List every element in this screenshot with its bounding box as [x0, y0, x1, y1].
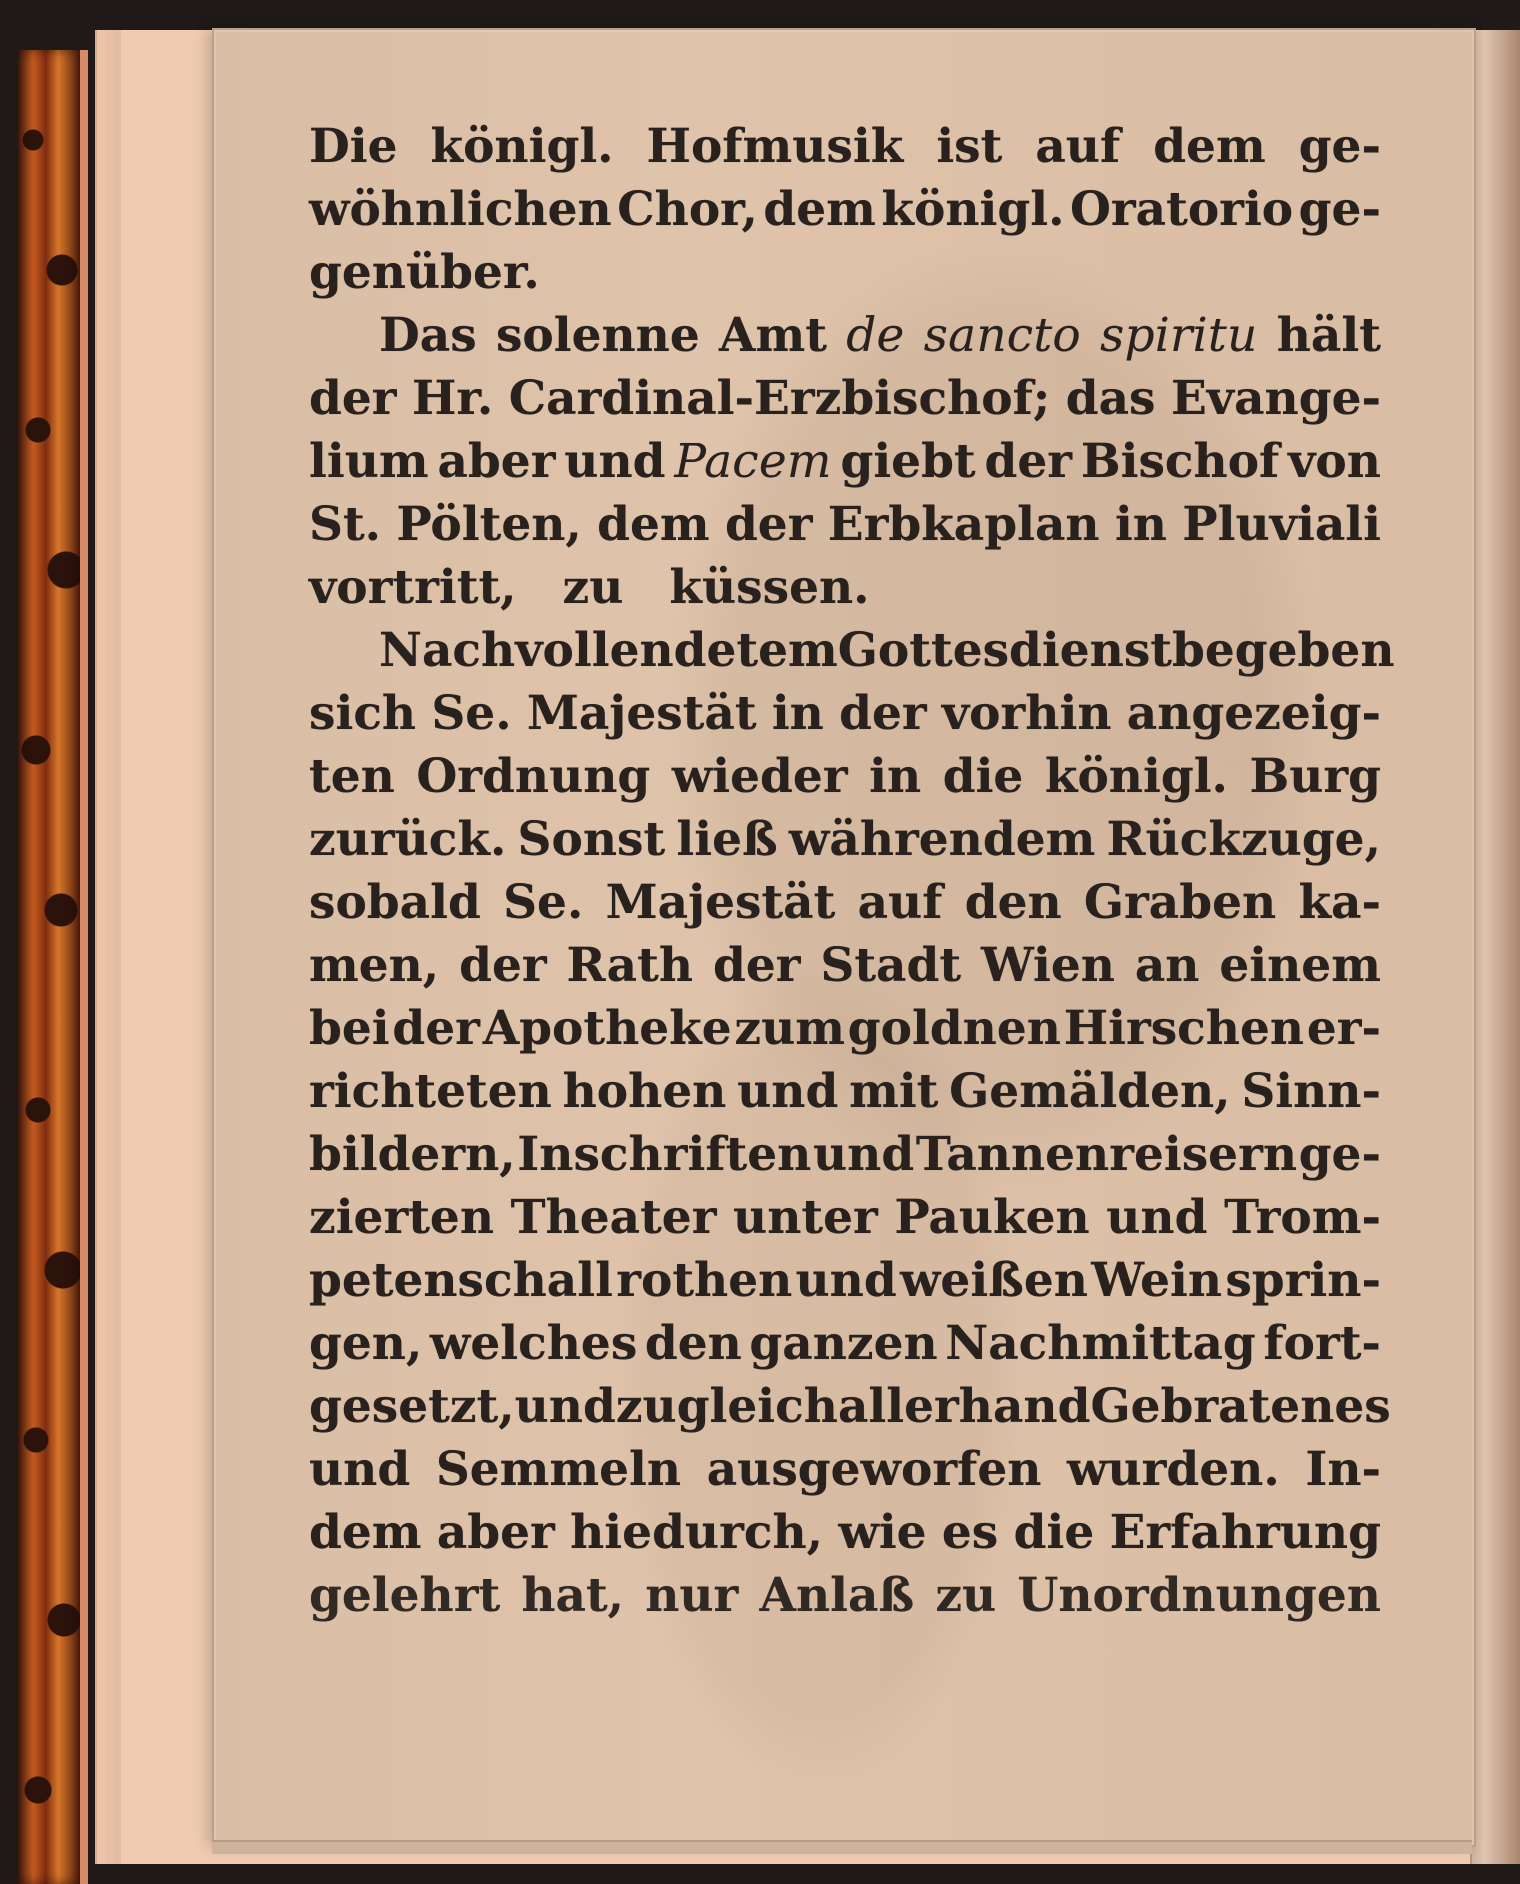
- word: in: [869, 749, 922, 804]
- word: den: [644, 1316, 742, 1371]
- word: ließ: [676, 812, 778, 867]
- word: in: [1114, 497, 1167, 552]
- word: Se.: [431, 686, 512, 741]
- word: auf: [857, 875, 943, 930]
- word: der: [839, 686, 927, 741]
- word: Wien: [981, 938, 1115, 993]
- word: hiedurch,: [570, 1505, 824, 1560]
- text-line-6: [309, 430, 1381, 493]
- word: währendem: [788, 812, 1096, 867]
- word: das: [1065, 371, 1156, 426]
- text-line-15: [309, 997, 1381, 1060]
- word: aber: [436, 1505, 555, 1560]
- word: Die: [309, 119, 398, 174]
- latin-word: Pacem: [674, 434, 832, 489]
- text-line-8: [309, 556, 1381, 619]
- text-line-18: [309, 1186, 1381, 1249]
- word: hat,: [521, 1568, 625, 1623]
- word: und: [309, 1442, 411, 1497]
- word: ausgeworfen: [706, 1442, 1042, 1497]
- word: wie: [838, 1505, 927, 1560]
- word: der: [459, 938, 547, 993]
- text-line-22: [309, 1438, 1381, 1501]
- word: Erfahrung: [1109, 1505, 1381, 1560]
- text-line-7: [309, 493, 1381, 556]
- document-page: [212, 28, 1476, 1847]
- word: Sonst: [517, 812, 666, 867]
- word: Hofmusik: [646, 119, 904, 174]
- text-line-17: [309, 1123, 1381, 1186]
- word: Majestät: [605, 875, 836, 930]
- text-line-14: [309, 934, 1381, 997]
- word: königl.: [881, 182, 1065, 237]
- word: auf: [1035, 119, 1121, 174]
- word: giebt: [840, 434, 976, 489]
- page-bottom-edge: [212, 1840, 1472, 1854]
- text-line-23: [309, 1501, 1381, 1564]
- text-line-5: [309, 367, 1381, 430]
- word: Burg: [1249, 749, 1381, 804]
- word: angezeig-: [1126, 686, 1381, 741]
- body-text: [309, 115, 1395, 1627]
- word: wöhnlichen: [309, 182, 612, 237]
- word: dem: [309, 1505, 422, 1560]
- word: er-: [1306, 1001, 1381, 1056]
- word: fort-: [1263, 1316, 1381, 1371]
- word: Gebratenes: [1090, 1379, 1391, 1434]
- word: begeben: [1172, 623, 1395, 678]
- word: welches: [429, 1316, 638, 1371]
- word: Anlaß: [759, 1568, 915, 1623]
- word: goldnen: [847, 1001, 1061, 1056]
- word: königl.: [1044, 749, 1228, 804]
- word: petenschall: [309, 1253, 613, 1308]
- word: Sinn-: [1241, 1064, 1381, 1119]
- word: ge-: [1298, 182, 1381, 237]
- word: vorhin: [941, 686, 1112, 741]
- word: Gemälden,: [949, 1064, 1231, 1119]
- word: Amt: [719, 308, 827, 363]
- word: zurück.: [309, 812, 507, 867]
- word: rothen: [616, 1253, 793, 1308]
- word: genüber.: [309, 245, 540, 300]
- word: lium: [309, 434, 429, 489]
- word: Pauken: [894, 1190, 1090, 1245]
- word: Evange-: [1170, 371, 1381, 426]
- word: Tannenreisern: [915, 1127, 1298, 1182]
- word: die: [1013, 1505, 1095, 1560]
- word: solenne: [495, 308, 700, 363]
- text-line-24: [309, 1564, 1381, 1627]
- word: sobald: [309, 875, 481, 930]
- word: dem: [597, 497, 710, 552]
- text-line-3: [309, 241, 1381, 304]
- word: Se.: [503, 875, 584, 930]
- word: bei: [309, 1001, 390, 1056]
- word: Das: [379, 308, 477, 363]
- word: von: [1288, 434, 1381, 489]
- opposite-page-edge: [1470, 30, 1520, 1864]
- word: Theater: [510, 1190, 717, 1245]
- text-line-1: [309, 115, 1381, 178]
- word: königl.: [430, 119, 614, 174]
- word: Nach: [379, 623, 516, 678]
- word: den: [964, 875, 1062, 930]
- word: und: [1106, 1190, 1208, 1245]
- word: sprin-: [1225, 1253, 1381, 1308]
- word: Bischof: [1080, 434, 1280, 489]
- word: gelehrt: [309, 1568, 501, 1623]
- word: gen,: [309, 1316, 423, 1371]
- word: men,: [309, 938, 440, 993]
- text-line-12: [309, 808, 1381, 871]
- text-line-9: [309, 619, 1395, 682]
- word: sich: [309, 686, 417, 741]
- word: Cardinal-Erzbischof;: [508, 371, 1051, 426]
- word: ist: [936, 119, 1003, 174]
- word: hält: [1276, 308, 1381, 363]
- word: Rückzuge,: [1106, 812, 1381, 867]
- word: dem: [1153, 119, 1266, 174]
- word: an: [1134, 938, 1200, 993]
- word: gesetzt,: [309, 1379, 515, 1434]
- word: wieder: [671, 749, 848, 804]
- word: zierten: [309, 1190, 494, 1245]
- word: St.: [309, 497, 382, 552]
- word: richteten: [309, 1064, 552, 1119]
- word: zum: [734, 1001, 845, 1056]
- latin-word: sancto: [923, 308, 1081, 363]
- word: einem: [1219, 938, 1381, 993]
- word: Trom-: [1224, 1190, 1381, 1245]
- text-line-20: [309, 1312, 1381, 1375]
- word: es: [941, 1505, 999, 1560]
- latin-word: spiritu: [1100, 308, 1258, 363]
- word: Wein: [1091, 1253, 1223, 1308]
- word: der: [724, 497, 813, 552]
- word: der: [392, 1001, 480, 1056]
- word: zu: [935, 1568, 997, 1623]
- word: die: [942, 749, 1024, 804]
- word: Apotheke: [482, 1001, 732, 1056]
- text-line-10: [309, 682, 1381, 745]
- word: und: [812, 1127, 915, 1182]
- word: Majestät: [526, 686, 757, 741]
- word: Stadt: [820, 938, 962, 993]
- word: der: [984, 434, 1073, 489]
- word: Pölten,: [396, 497, 582, 552]
- word: ka-: [1298, 875, 1381, 930]
- word: ten: [309, 749, 395, 804]
- word: dem: [763, 182, 876, 237]
- word: Unordnungen: [1017, 1568, 1381, 1623]
- word: mit: [849, 1064, 939, 1119]
- word: vortritt,: [309, 560, 517, 615]
- word: nur: [645, 1568, 739, 1623]
- word: der: [712, 938, 801, 993]
- book-spine: [18, 50, 88, 1884]
- word: In-: [1305, 1442, 1381, 1497]
- text-line-19: [309, 1249, 1381, 1312]
- word: ge-: [1298, 1127, 1381, 1182]
- word: Nachmittag: [945, 1316, 1256, 1371]
- word: hohen: [562, 1064, 727, 1119]
- text-line-11: [309, 745, 1381, 808]
- text-line-16: [309, 1060, 1381, 1123]
- word: zu: [562, 560, 624, 615]
- word: vollendetem: [515, 623, 838, 678]
- word: und: [514, 1379, 616, 1434]
- word: Oratorio: [1069, 182, 1294, 237]
- word: unter: [733, 1190, 878, 1245]
- word: in: [771, 686, 824, 741]
- word: Hr.: [412, 371, 494, 426]
- word: küssen.: [669, 560, 870, 615]
- word: Gottesdienst: [837, 623, 1173, 678]
- word: und: [564, 434, 666, 489]
- word: der: [309, 371, 397, 426]
- text-line-4: [309, 304, 1381, 367]
- word: bildern,: [309, 1127, 516, 1182]
- word: Semmeln: [435, 1442, 682, 1497]
- word: Rath: [566, 938, 694, 993]
- text-line-21: [309, 1375, 1391, 1438]
- word: Chor,: [617, 182, 758, 237]
- word: Graben: [1083, 875, 1277, 930]
- word: ge-: [1298, 119, 1381, 174]
- text-line-13: [309, 871, 1381, 934]
- word: zugleich: [615, 1379, 838, 1434]
- word: und: [795, 1253, 897, 1308]
- word: ganzen: [749, 1316, 938, 1371]
- latin-word: de: [846, 308, 905, 363]
- text-line-2: [309, 178, 1381, 241]
- word: Hirschen: [1063, 1001, 1305, 1056]
- word: Ordnung: [416, 749, 651, 804]
- word: Erbkaplan: [827, 497, 1100, 552]
- word: weißen: [899, 1253, 1088, 1308]
- word: wurden.: [1067, 1442, 1280, 1497]
- word: und: [737, 1064, 839, 1119]
- word: Pluviali: [1182, 497, 1381, 552]
- word: aber: [437, 434, 556, 489]
- word: allerhand: [837, 1379, 1091, 1434]
- word: Inschriften: [517, 1127, 812, 1182]
